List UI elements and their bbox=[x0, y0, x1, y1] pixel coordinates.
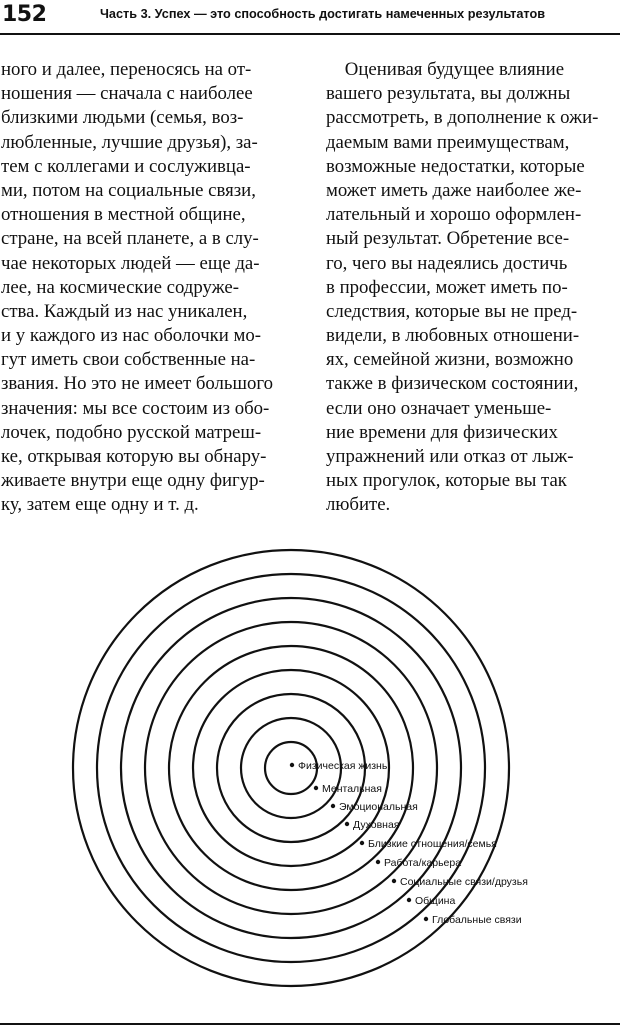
running-header: Часть 3. Успех — это способность достигать намеченных результатов bbox=[100, 7, 546, 21]
page-number: 152 bbox=[2, 2, 47, 27]
text-line: Оценивая будущее влияние bbox=[326, 59, 565, 80]
text-line: если оно означает уменьше- bbox=[326, 397, 552, 419]
text-line: значения: мы все состоим из обо- bbox=[1, 397, 270, 419]
text-line: ке, открывая которую вы обнару- bbox=[1, 446, 267, 467]
ring-marker-dot bbox=[376, 860, 380, 864]
text-line: и у каждого из нас оболочки мо- bbox=[1, 325, 262, 347]
text-line: любленные, лучшие друзья), за- bbox=[1, 131, 258, 153]
left-column bbox=[1, 58, 298, 518]
text-line: живаете внутри еще одну фигур- bbox=[1, 470, 265, 492]
text-line: в профессии, может иметь по- bbox=[326, 276, 568, 298]
text-line: тем с коллегами и сослуживца- bbox=[1, 155, 251, 177]
ring-label: Социальные связи/друзья bbox=[400, 876, 528, 888]
ring-label: Община bbox=[415, 895, 456, 907]
text-line: лочек, подобно русской матреш- bbox=[1, 421, 262, 443]
text-line: ных прогулок, которые вы так bbox=[326, 470, 567, 492]
text-line: стране, на всей планете, а в слу- bbox=[1, 228, 259, 250]
text-line: лательный и хорошо оформлен- bbox=[326, 204, 582, 226]
ring-marker-dot bbox=[407, 898, 411, 902]
text-line: чае некоторых людей — еще да- bbox=[1, 252, 260, 274]
text-line: видели, в любовных отношени- bbox=[326, 325, 580, 347]
text-line: рассмотреть, в дополнение к ожи- bbox=[326, 107, 599, 129]
ring-marker-dot bbox=[345, 822, 349, 826]
ring-marker-dot bbox=[290, 763, 294, 767]
text-line: ного и далее, переносясь на от- bbox=[1, 59, 252, 80]
right-column bbox=[326, 58, 619, 518]
text-line: ях, семейной жизни, возможно bbox=[326, 349, 574, 371]
text-line: даемым вами преимуществам, bbox=[326, 131, 570, 153]
ring-marker-dot bbox=[424, 917, 428, 921]
ring-6 bbox=[145, 622, 437, 914]
text-line: ние времени для физических bbox=[326, 421, 558, 443]
ring-label: Эмоциональная bbox=[339, 801, 418, 813]
ring-marker-dot bbox=[392, 879, 396, 883]
ring-marker-dot bbox=[331, 804, 335, 808]
text-line: отношения в местной общине, bbox=[1, 204, 246, 226]
ring-label: Физическая жизнь bbox=[298, 760, 388, 772]
footer-rule bbox=[0, 1023, 620, 1025]
text-line: звания. Но это не имеет большого bbox=[1, 373, 273, 395]
ring-label: Духовная bbox=[353, 819, 400, 831]
ring-marker-dot bbox=[314, 786, 318, 790]
text-line: ми, потом на социальные связи, bbox=[1, 179, 256, 201]
ring-label: Ментальная bbox=[322, 783, 382, 795]
text-line: любите. bbox=[326, 494, 391, 516]
text-line: близкими людьми (семья, воз- bbox=[1, 107, 244, 129]
text-line: следствия, которые вы не пред- bbox=[326, 300, 578, 322]
text-line: ства. Каждый из нас уникален, bbox=[1, 300, 248, 322]
ring-label: Глобальные связи bbox=[432, 914, 522, 926]
text-line: вашего результата, вы должны bbox=[326, 83, 571, 105]
text-line: может иметь даже наиболее же- bbox=[326, 179, 582, 201]
text-line: го, чего вы надеялись достичь bbox=[326, 252, 568, 274]
concentric-rings-diagram bbox=[0, 520, 620, 1010]
text-line: возможные недостатки, которые bbox=[326, 155, 585, 177]
text-line: упражнений или отказ от лыж- bbox=[326, 446, 574, 467]
text-line: лее, на космические содруже- bbox=[1, 276, 239, 298]
text-line: ный результат. Обретение все- bbox=[326, 228, 570, 250]
text-line: ношения — сначала с наиболее bbox=[1, 83, 253, 105]
text-line: гут иметь свои собственные на- bbox=[1, 349, 256, 371]
header-rule bbox=[0, 33, 620, 35]
text-line: ку, затем еще одну и т. д. bbox=[1, 494, 199, 516]
text-line: также в физическом состоянии, bbox=[326, 373, 579, 395]
ring-label: Работа/карьера bbox=[384, 857, 462, 869]
ring-label: Близкие отношения/семья bbox=[368, 838, 497, 850]
ring-marker-dot bbox=[360, 841, 364, 845]
